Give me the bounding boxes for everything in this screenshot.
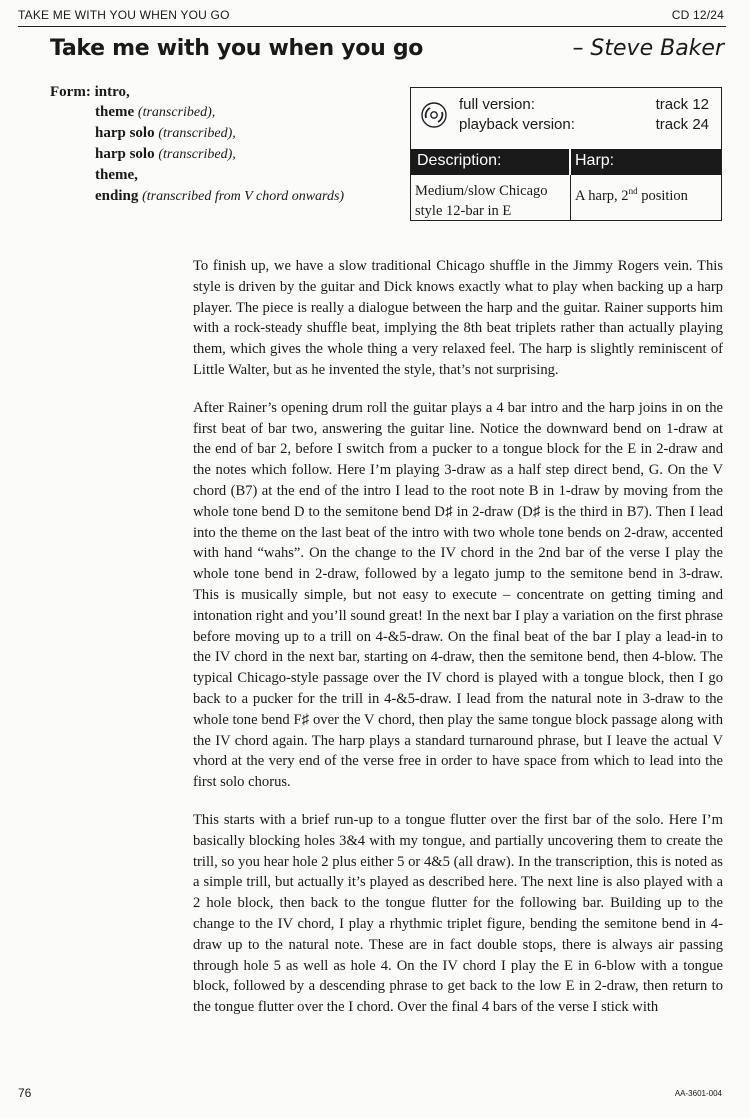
cd-icon: [421, 102, 447, 128]
playback-version-label: playback version:: [459, 116, 575, 133]
form-item: [95, 186, 344, 207]
running-header: [18, 6, 726, 27]
form-item-note: (transcribed from V chord onwards): [142, 189, 345, 204]
paragraph-2: After Rainer’s opening drum roll the guitar plays a 4 bar intro and the harp joins in on the first beat of bar two, answering the guitar line. Notice the downward bend on 1-draw at the end of bar 2, before I switch from a pucker to a tongue block for the E in 2-draw and the notes which follow. Here I’m playing 3-draw as a half step direct bend, G. On the V chord (B7) at the end of the intro I lead to the root note B in 1-draw by moving from the whole tone bend D to the semitone bend D♯ in 2-draw (D♯ is the third in B7). Then I lead into the theme on the last beat of the intro with two whole tone bends on 2-draw, accented with hand “wahs”. On the change to the IV chord in the 2nd bar of the verse I play the whole tone bend in 2-draw, followed by a legato jump to the semitone bend in 3-draw. This is musically simple, but not easy to execute – concentrate on getting timing and intonation right and you’ll sound great! In the next bar I play a variation on the first phrase before moving up to a trill on 4-&5-draw. On the final beat of the bar I play a lead-in to the IV chord in the next bar, starting on 4-draw, then the semitone bend, then 4-blow. The typical Chicago-style passage over the IV chord is played with a tongue block, then I go back to a pucker for the trill in 4-&5-draw. I lead from the natural note in 3-draw to the whole tone bend F♯ over the V chord, then play the same tongue block passage along with the IV chord again. The harp plays a standard turnaround phrase, but I leave the actual V vhord at the very end of the verse free in order to have space from which to lead into the first solo chorus.: [193, 399, 723, 791]
ordinal-suffix: nd: [628, 186, 638, 196]
form-item-name: theme,: [95, 167, 138, 183]
running-header-title: TAKE ME WITH YOU WHEN YOU GO: [18, 8, 230, 22]
description-value: Medium/slow Chicago style 12-bar in E: [415, 183, 548, 219]
harp-heading: Harp:: [575, 152, 615, 169]
body-text: [193, 256, 723, 1035]
form-item-name: theme: [95, 104, 135, 120]
page-number: 76: [18, 1086, 32, 1100]
form-item: [95, 165, 344, 186]
form-first-item: intro,: [94, 84, 130, 100]
document-code: AA-3601-004: [674, 1089, 722, 1098]
column-divider: [570, 175, 571, 220]
harp-value: [575, 181, 688, 206]
harp-value-text: A harp, 2: [575, 187, 629, 204]
cd-track-ref: CD 12/24: [671, 8, 724, 22]
form-item: [95, 102, 344, 123]
form-label: Form:: [50, 84, 91, 100]
paragraph-3: This starts with a brief run-up to a tongue flutter over the first bar of the solo. Here I’m basically blocking holes 3&4 with my tongue, and partially uncovering them to create the trill, so you hear hole 2 plus either 5 or 4&5 (all draw). In the transcription, this is noted as a simple trill, but actually it’s played as described here. The next line is also played with a 2 hole block, then back to the tongue flutter for the following bar. Building up to the change to the IV chord, I play a rhythmic triplet figure, bending the semitone bend in 4-draw up to the natural note. These are in fact double stops, there is always air passing through hole 5 as well as hole 4. On the IV chord I play the E in 6-blow with a tongue block, followed by a descending phrase to get back to the low E in 2-draw, then return to the tongue flutter over the I chord. Over the final 4 bars of the verse I stick with: [193, 811, 723, 1016]
description-heading: Description:: [417, 152, 502, 169]
full-version-track: track 12: [655, 96, 709, 113]
piece-title: Take me with you when you go: [50, 36, 424, 61]
paragraph-1: To finish up, we have a slow traditional Chicago shuffle in the Jimmy Rogers vein. This style is driven by the guitar and Dick knows exactly what to play when backing up a harp player. The piece is really a dialogue between the harp and the guitar. Rainer supports him with a rock-steady shuffle beat, implying the 8th beat triplets rather than actually playing them, which gives the whole thing a very relaxed feel. The harp is slightly reminiscent of Little Walter, but as he invented the style, that’s not surprising.: [193, 258, 723, 378]
form-item-note: (transcribed),: [158, 126, 236, 141]
full-version-label: full version:: [459, 96, 535, 113]
form-first-row: [50, 82, 299, 102]
form-item-name: ending: [95, 188, 139, 204]
form-item: [95, 144, 344, 165]
form-block: [50, 82, 345, 207]
playback-version-track: track 24: [655, 116, 709, 133]
artist-name: – Steve Baker: [572, 36, 724, 61]
form-item-name: harp solo: [95, 146, 155, 162]
form-item: [95, 123, 344, 144]
info-header-bar: [411, 149, 721, 175]
form-item-note: (transcribed),: [137, 105, 216, 120]
track-info-box: [410, 87, 722, 221]
form-item-note: (transcribed),: [158, 147, 236, 162]
harp-value-suffix: position: [637, 187, 688, 204]
header-divider: [569, 149, 571, 175]
form-item-name: harp solo: [95, 125, 155, 141]
